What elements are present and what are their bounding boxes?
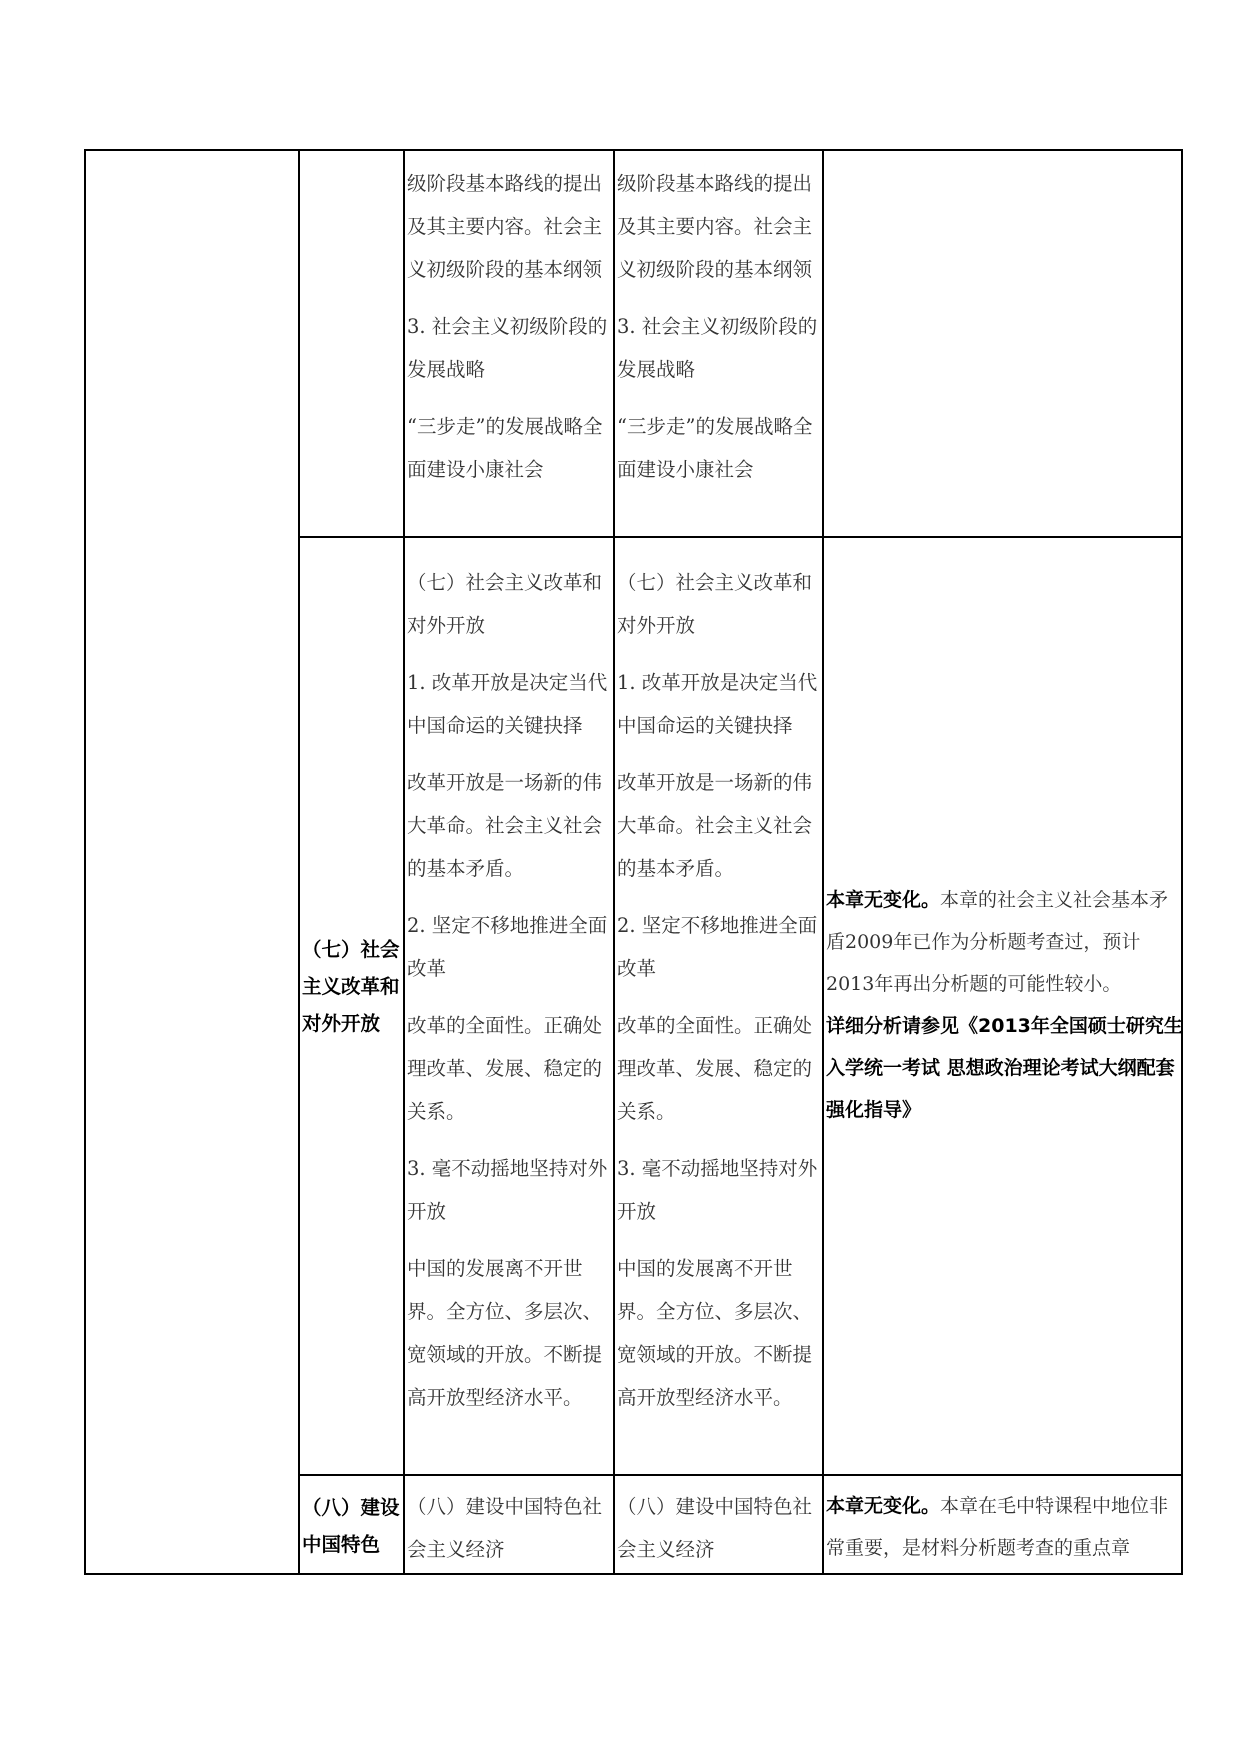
note-text: 本章在毛中特课程中地位非常重要，是材料分析题考查的重点章 <box>826 1495 1169 1559</box>
row-divider <box>298 536 1183 538</box>
paragraph: 3. 社会主义初级阶段的发展战略 <box>617 315 818 381</box>
paragraph: 改革的全面性。正确处理改革、发展、稳定的关系。 <box>407 1014 603 1123</box>
paragraph: 级阶段基本路线的提出及其主要内容。社会主义初级阶段的基本纲领 <box>407 172 603 281</box>
paragraph: （八）建设中国特色社会主义经济 <box>617 1495 813 1561</box>
row1-col4-cell <box>615 162 822 491</box>
paragraph: 1. 改革开放是决定当代中国命运的关键抉择 <box>407 671 608 737</box>
row3-note-cell <box>824 1485 1183 1569</box>
note-reference: 详细分析请参见《2013年全国硕士研究生入学统一考试 思想政治理论考试大纲配套强化指导》 <box>826 1015 1183 1121</box>
row3-heading: （八）建设中国特色 <box>302 1496 400 1556</box>
paragraph: 中国的发展离不开世界。全方位、多层次、宽领域的开放。不断提高开放型经济水平。 <box>617 1257 813 1409</box>
row2-col3-cell <box>405 561 613 1419</box>
column-divider <box>298 151 300 1575</box>
note-bold: 本章无变化。 <box>826 889 941 911</box>
paragraph: 2. 坚定不移地推进全面改革 <box>617 914 818 980</box>
comparison-table <box>84 149 1183 1575</box>
paragraph: 3. 毫不动摇地坚持对外开放 <box>407 1157 608 1223</box>
paragraph: 中国的发展离不开世界。全方位、多层次、宽领域的开放。不断提高开放型经济水平。 <box>407 1257 603 1409</box>
paragraph: 改革开放是一场新的伟大革命。社会主义社会的基本矛盾。 <box>407 771 603 880</box>
row2-note-cell <box>824 879 1183 1131</box>
paragraph: 1. 改革开放是决定当代中国命运的关键抉择 <box>617 671 818 737</box>
row3-col4-cell <box>615 1485 822 1571</box>
column-divider <box>822 151 824 1575</box>
paragraph: 级阶段基本路线的提出及其主要内容。社会主义初级阶段的基本纲领 <box>617 172 813 281</box>
paragraph: （七）社会主义改革和对外开放 <box>407 571 603 637</box>
row2-heading: （七）社会主义改革和对外开放 <box>302 938 400 1035</box>
note-text: 本章的社会主义社会基本矛盾2009年已作为分析题考查过，预计2013年再出分析题的可能性较小。 <box>826 889 1169 995</box>
paragraph: 3. 毫不动摇地坚持对外开放 <box>617 1157 818 1223</box>
paragraph: 改革的全面性。正确处理改革、发展、稳定的关系。 <box>617 1014 813 1123</box>
paragraph: 2. 坚定不移地推进全面改革 <box>407 914 608 980</box>
paragraph: 3. 社会主义初级阶段的发展战略 <box>407 315 608 381</box>
row1-col3-cell <box>405 162 613 491</box>
paragraph: “三步走”的发展战略全面建设小康社会 <box>617 415 813 481</box>
row2-col4-cell <box>615 561 822 1419</box>
paragraph: “三步走”的发展战略全面建设小康社会 <box>407 415 603 481</box>
row3-col3-cell <box>405 1485 613 1571</box>
note-bold: 本章无变化。 <box>826 1495 941 1517</box>
paragraph: （七）社会主义改革和对外开放 <box>617 571 813 637</box>
paragraph: 改革开放是一场新的伟大革命。社会主义社会的基本矛盾。 <box>617 771 813 880</box>
paragraph: （八）建设中国特色社会主义经济 <box>407 1495 603 1561</box>
row-divider <box>298 1474 1183 1476</box>
